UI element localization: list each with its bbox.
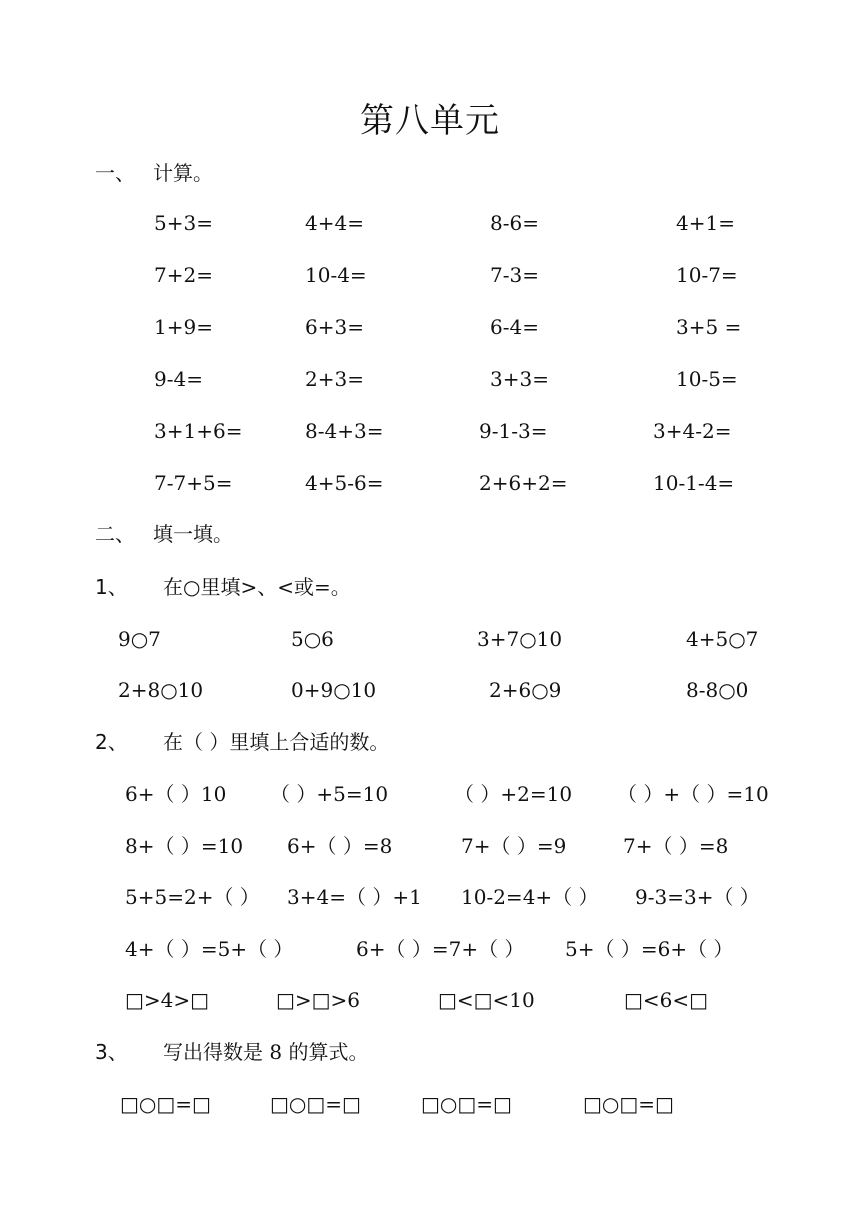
calc-item: 4+1= — [676, 211, 735, 235]
fill-item: （ ）+（ ）=10 — [617, 782, 769, 806]
calc-item: 3+5 = — [676, 315, 742, 339]
calc-item: 6+3= — [305, 315, 364, 339]
compare-item: 2+8○10 — [118, 678, 204, 702]
calc-item: 7-3= — [490, 263, 539, 287]
compare-item: 9○7 — [118, 627, 161, 651]
calc-item: 4+4= — [305, 211, 364, 235]
calc-item: 10-5= — [676, 367, 738, 391]
calc-item: 4+5-6= — [305, 471, 384, 495]
question-1-title: 在○里填>、<或=。 — [163, 575, 351, 599]
compare-row — [0, 625, 860, 653]
calc-row — [0, 261, 860, 289]
fill-row — [0, 780, 860, 808]
calc-row — [0, 313, 860, 341]
calc-item: 3+1+6= — [154, 419, 243, 443]
fill-item: 8+（ ）=10 — [125, 834, 244, 858]
compare-item: 0+9○10 — [291, 678, 377, 702]
fill-item: 5+5=2+（ ） — [125, 885, 260, 909]
equation-row — [0, 1090, 860, 1118]
page-title: 第八单元 — [360, 101, 500, 141]
fill-item: 7+（ ）=8 — [623, 834, 729, 858]
calc-item: 10-7= — [676, 263, 738, 287]
fill-item: 4+（ ）=5+（ ） — [125, 937, 294, 961]
equation-item: □○□=□ — [120, 1092, 211, 1116]
question-2-number: 2、 — [95, 730, 128, 754]
fill-row — [0, 832, 860, 860]
compare-item: 4+5○7 — [686, 627, 759, 651]
fill-item: □<□<10 — [438, 988, 535, 1012]
calc-item: 5+3= — [154, 211, 213, 235]
fill-item: 6+（ ）=8 — [287, 834, 393, 858]
fill-item: 7+（ ）=9 — [461, 834, 567, 858]
fill-row — [0, 986, 860, 1014]
fill-item: 3+4=（ ）+1 — [287, 885, 422, 909]
fill-item: 6+（ ）10 — [125, 782, 227, 806]
calc-item: 9-4= — [154, 367, 203, 391]
calc-item: 3+3= — [490, 367, 549, 391]
calc-row — [0, 209, 860, 237]
compare-item: 5○6 — [291, 627, 334, 651]
question-2-heading — [95, 728, 389, 756]
fill-item: □<6<□ — [624, 988, 709, 1012]
section-1-number: 一、 — [95, 161, 135, 185]
calc-item: 6-4= — [490, 315, 539, 339]
calc-item: 7+2= — [154, 263, 213, 287]
calc-item: 1+9= — [154, 315, 213, 339]
question-1-heading — [95, 573, 351, 601]
fill-item: 9-3=3+（ ） — [635, 885, 760, 909]
fill-item: （ ）+2=10 — [454, 782, 573, 806]
compare-item: 3+7○10 — [477, 627, 563, 651]
question-3-heading — [95, 1038, 368, 1066]
question-2-title: 在（ ）里填上合适的数。 — [163, 730, 390, 754]
equation-item: □○□=□ — [583, 1092, 674, 1116]
calc-item: 7-7+5= — [154, 471, 233, 495]
section-2-number: 二、 — [95, 522, 135, 546]
calc-item: 3+4-2= — [653, 419, 732, 443]
section-2-title: 填一填。 — [153, 522, 233, 546]
fill-item: 10-2=4+（ ） — [461, 885, 599, 909]
question-1-number: 1、 — [95, 575, 128, 599]
fill-item: 5+（ ）=6+（ ） — [565, 937, 734, 961]
calc-item: 10-1-4= — [653, 471, 735, 495]
calc-item: 10-4= — [305, 263, 367, 287]
fill-row — [0, 935, 860, 963]
fill-item: □>4>□ — [125, 988, 210, 1012]
equation-item: □○□=□ — [270, 1092, 361, 1116]
question-3-number: 3、 — [95, 1040, 128, 1064]
fill-item: □>□>6 — [276, 988, 361, 1012]
calc-item: 2+3= — [305, 367, 364, 391]
calc-row — [0, 365, 860, 393]
calc-row — [0, 469, 860, 497]
calc-row — [0, 417, 860, 445]
section-1-heading — [95, 159, 213, 187]
compare-item: 8-8○0 — [686, 678, 749, 702]
calc-item: 2+6+2= — [479, 471, 568, 495]
section-2-heading — [95, 520, 233, 548]
question-3-title: 写出得数是 8 的算式。 — [163, 1040, 369, 1064]
fill-item: 6+（ ）=7+（ ） — [356, 937, 525, 961]
fill-item: （ ）+5=10 — [270, 782, 389, 806]
section-1-title: 计算。 — [153, 161, 213, 185]
compare-item: 2+6○9 — [489, 678, 562, 702]
compare-row — [0, 676, 860, 704]
equation-item: □○□=□ — [421, 1092, 512, 1116]
calc-item: 8-4+3= — [305, 419, 384, 443]
calc-item: 8-6= — [490, 211, 539, 235]
fill-row — [0, 883, 860, 911]
calc-item: 9-1-3= — [479, 419, 548, 443]
